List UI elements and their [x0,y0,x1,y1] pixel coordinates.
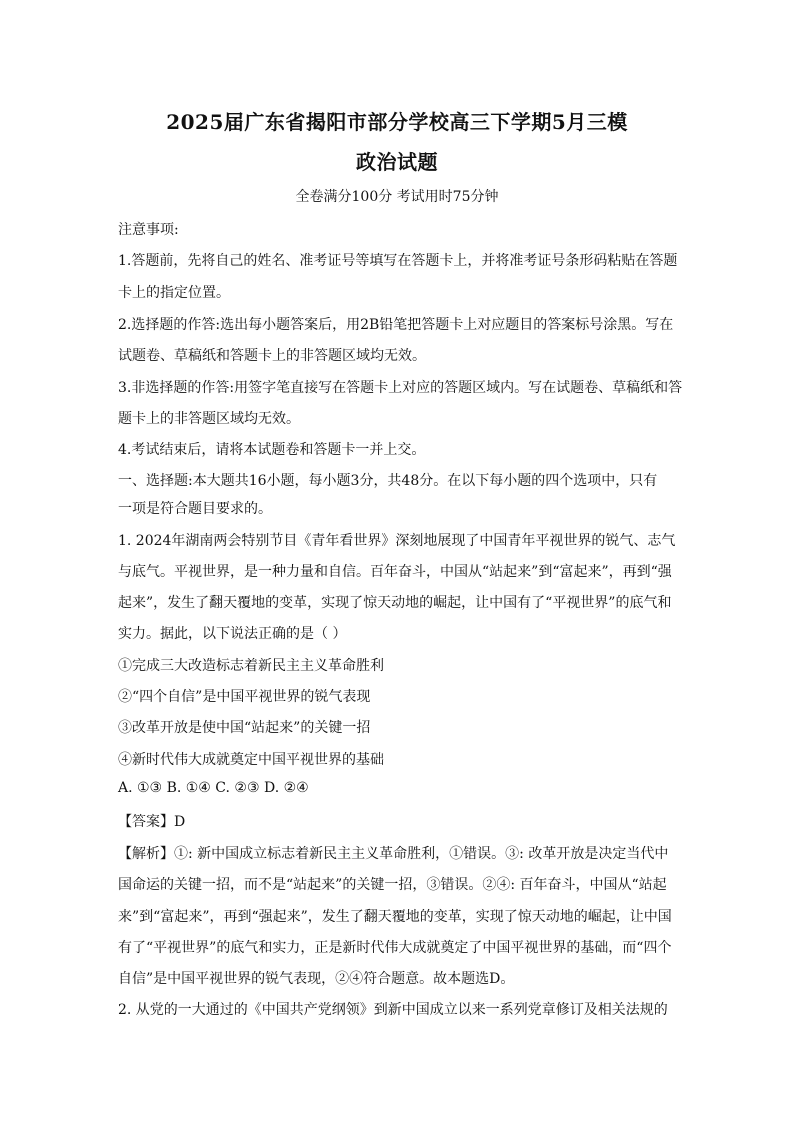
section-heading: 一、选择题:本大题共16小题，每小题3分，共48分。在以下每小题的四个选项中，只有 [118,473,658,489]
text-line: 与底气。平视世界，是一种力量和自信。百年奋斗，中国从“站起来”到“富起来”，再到“强 [118,564,672,580]
text-line: 国命运的关键一招，而不是“站起来”的关键一招，③错误。②④: 百年奋斗，中国从“站起 [118,877,667,893]
text-line: 2.选择题的作答:选出每小题答案后，用2B铅笔把答题卡上对应题目的答案标号涂黑。写在 [118,317,674,333]
exam-info: 全卷满分100分 考试用时75分钟 [295,189,499,205]
document-title: 2025届广东省揭阳市部分学校高三下学期5月三模 [166,110,628,134]
answer-choices: A. ①③ B. ①④ C. ②③ D. ②④ [118,780,309,796]
text-line: 题卡上的非答题区域均无效。 [118,411,300,427]
text-line: 实力。据此，以下说法正确的是（ ） [118,626,347,642]
text-line: 试题卷、草稿纸和答题卡上的非答题区域均无效。 [118,348,426,364]
option-statement: ①完成三大改造标志着新民主主义革命胜利 [118,658,384,674]
text-line: 1.答题前，先将自己的姓名、准考证号等填写在答题卡上，并将准考证号条形码粘贴在答题 [118,253,678,269]
text-line: 卡上的指定位置。 [118,285,230,301]
option-statement: ④新时代伟大成就奠定中国平视世界的基础 [118,752,384,768]
option-statement: ②“四个自信”是中国平视世界的锐气表现 [118,689,371,705]
text-line: 3.非选择题的作答:用签字笔直接写在答题卡上对应的答题区域内。写在试题卷、草稿纸和答 [118,380,683,396]
text-line: 一项是符合题目要求的。 [118,501,272,517]
text-line: 4.考试结束后，请将本试题卷和答题卡一并上交。 [118,442,426,458]
answer: 【答案】D [118,814,186,830]
text-line: 有了“平视世界”的底气和实力，正是新时代伟大成就奠定了中国平视世界的基础，而“四个 [118,940,672,956]
text-line: 注意事项: [118,222,179,238]
question-1-text: 1. 2024年湖南两会特别节目《青年看世界》深刻地展现了中国青年平视世界的锐气、志气 [118,533,676,549]
document-subject-title: 政治试题 [356,150,438,174]
option-statement: ③改革开放是使中国“站起来”的关键一招 [118,720,371,736]
text-line: 自信”是中国平视世界的锐气表现，②④符合题意。故本题选D。 [118,971,515,987]
text-line: 来”到“富起来”，再到“强起来”，发生了翻天覆地的变革，实现了惊天动地的崛起，让中国 [118,909,672,925]
question-2-text: 2. 从党的一大通过的《中国共产党纲领》到新中国成立以来一系列党章修订及相关法规的 [118,1002,668,1018]
text-line: 起来”，发生了翻天覆地的变革，实现了惊天动地的崛起，让中国有了“平视世界”的底气和 [118,595,672,611]
analysis: 【解析】①: 新中国成立标志着新民主主义革命胜利，①错误。③: 改革开放是决定当代中 [118,846,669,862]
